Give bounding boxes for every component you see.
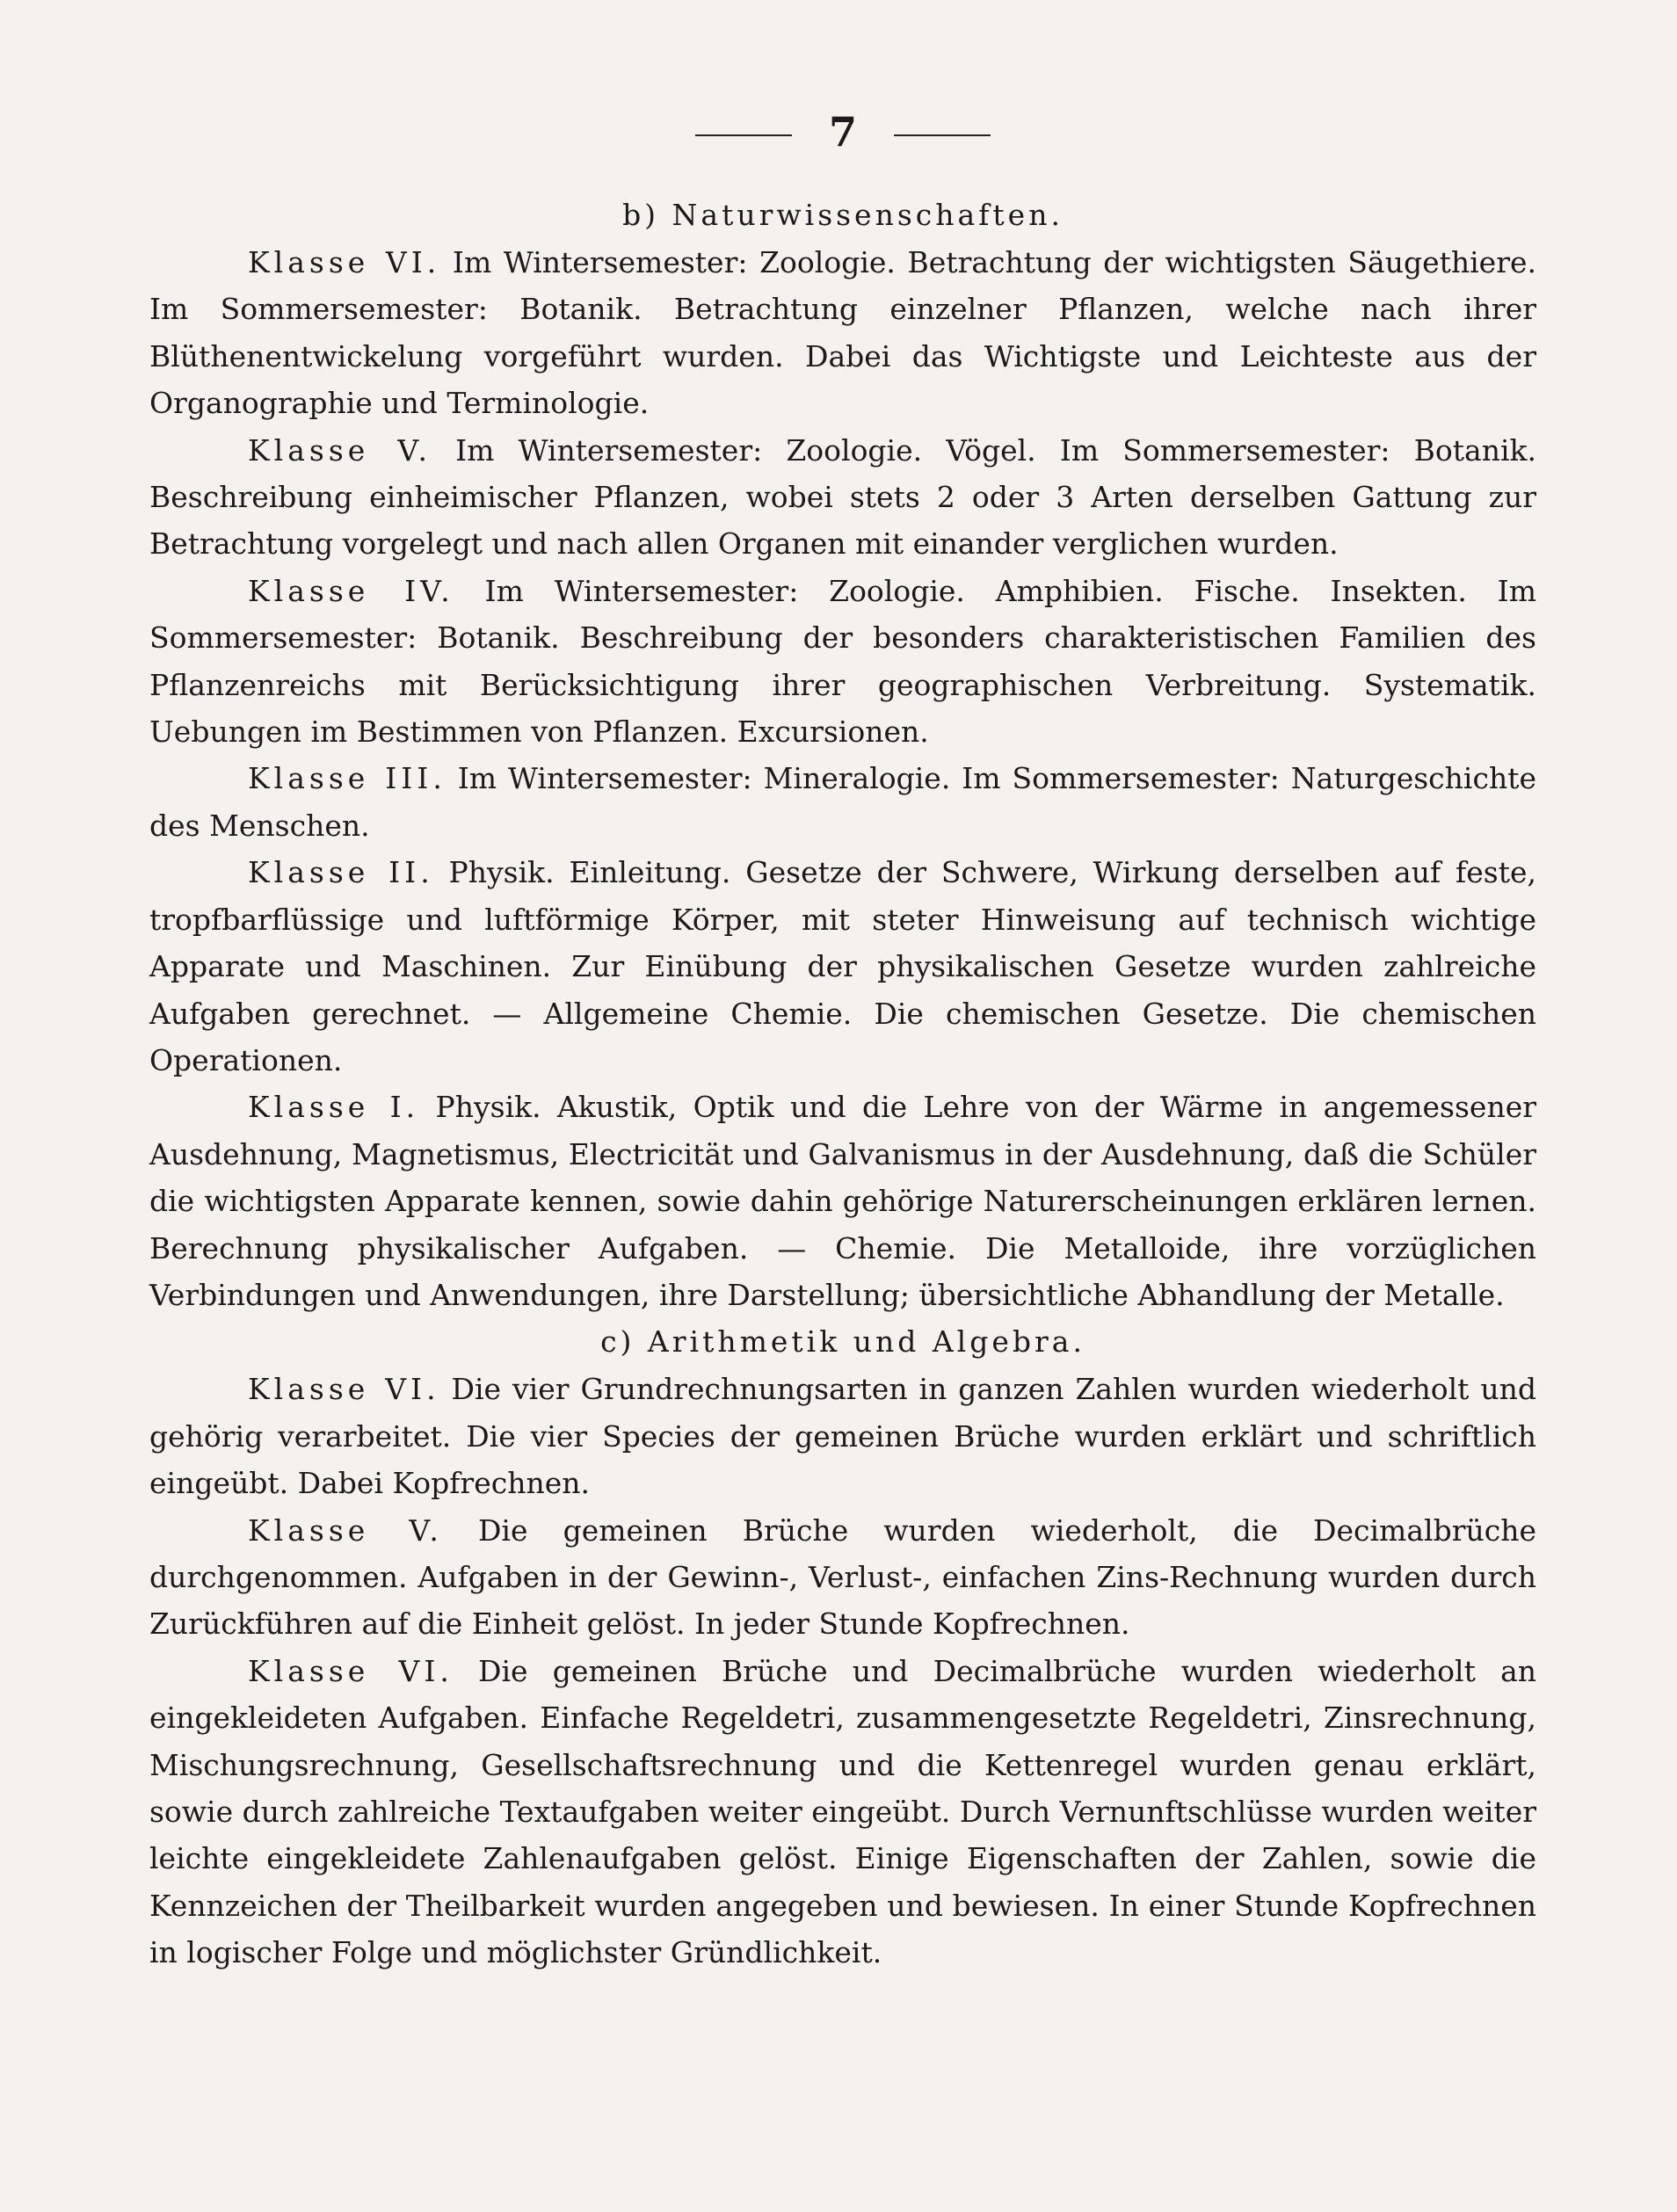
left-rule [695, 134, 792, 136]
paragraph-text: Im Wintersemester: Zoologie. Amphibien. Fische. Insekten. Im Sommersemester: Botanik. Beschreibung der besonders charakteristischen Familien des Pflanzenreichs mit Berücksichtigung ihrer geographischen Verbreitung. Systematik. Uebungen im Bestimmen von Pflanzen. Excursionen. [149, 573, 1536, 750]
paragraph-text: Im Wintersemester: Mineralogie. Im Sommersemester: Naturgeschichte des Menschen. [149, 761, 1536, 843]
page-number: 7 [828, 108, 857, 156]
class-label: Klasse II. [248, 855, 434, 890]
class-label: Klasse IV. [248, 573, 454, 608]
class-label: Klasse VI. [248, 1653, 454, 1688]
paragraph-b-klasse-5 [149, 427, 1536, 568]
paragraph-c-klasse-5 [149, 1507, 1536, 1648]
paragraph-c-klasse-6 [149, 1366, 1536, 1506]
paragraph-text: Die gemeinen Brüche und Decimalbrüche wurden wiederholt an eingekleideten Aufgaben. Einfache Regeldetri, zusammengesetzte Regeldetri, Zinsrechnung, Mischungsrechnung, Gesellschaftsrechnung und die Kettenregel wurden genau erklärt, sowie durch zahlreiche Textaufgaben weiter eingeübt. Durch Vernunftschlüsse wurden weiter leichte eingekleidete Zahlenaufgaben gelöst. Einige Eigenschaften der Zahlen, sowie die Kennzeichen der Theilbarkeit wurden angegeben und bewiesen. In einer Stunde Kopfrechnen in logischer Folge und möglichster Gründlichkeit. [149, 1653, 1536, 1970]
page-number-line [149, 105, 1536, 158]
section-heading-naturwissenschaften: b) Naturwissenschaften. [622, 198, 1064, 232]
paragraph-c-klasse-6b [149, 1648, 1536, 1976]
paragraph-b-klasse-2 [149, 849, 1536, 1084]
paragraph-b-klasse-1 [149, 1084, 1536, 1318]
paragraph-text: Die vier Grundrechnungsarten in ganzen Zahlen wurden wiederholt und gehörig verarbeitet. Die vier Species der gemeinen Brüche wurden erklärt und schriftlich eingeübt. Dabei Kopfrechnen. [149, 1372, 1536, 1501]
paragraph-text: Im Wintersemester: Zoologie. Betrachtung der wichtigsten Säugethiere. Im Sommersemester: Botanik. Betrachtung einzelner Pflanzen, welche nach ihrer Blüthenentwickelung vorgeführt wurden. Dabei das Wichtigste und Leichteste aus der Organographie und Terminologie. [149, 245, 1536, 421]
paragraph-text: Die gemeinen Brüche wurden wiederholt, die Decimalbrüche durchgenommen. Aufgaben in der Gewinn-, Verlust-, einfachen Zins-Rechnung wurden durch Zurückführen auf die Einheit gelöst. In jeder Stunde Kopfrechnen. [149, 1512, 1536, 1642]
class-label: Klasse I. [248, 1090, 420, 1125]
right-rule [894, 134, 991, 136]
section-heading-arithmetik-algebra: c) Arithmetik und Algebra. [600, 1324, 1085, 1360]
class-label: Klasse VI. [248, 245, 441, 279]
class-label: Klasse VI. [248, 1372, 440, 1407]
class-label: Klasse V. [248, 1512, 443, 1548]
paragraph-b-klasse-6 [149, 239, 1536, 427]
class-label: Klasse V. [248, 432, 432, 468]
paragraph-b-klasse-3 [149, 755, 1536, 849]
paragraph-text: Physik. Einleitung. Gesetze der Schwere, Wirkung derselben auf feste, tropfbarflüssige und luftförmige Körper, mit steter Hinweisung auf technisch wichtige Apparate und Maschinen. Zur Einübung der physikalischen Gesetze wurden zahlreiche Aufgaben gerechnet. — Allgemeine Chemie. Die chemischen Gesetze. Die chemischen Operationen. [149, 855, 1536, 1077]
class-label: Klasse III. [248, 761, 446, 796]
paragraph-text: Im Wintersemester: Zoologie. Vögel. Im Sommersemester: Botanik. Beschreibung einheimischer Pflanzen, wobei stets 2 oder 3 Arten derselben Gattung zur Betrachtung vorgelegt und nach allen Organen mit einander verglichen wurden. [149, 432, 1537, 562]
paragraph-text: Physik. Akustik, Optik und die Lehre von der Wärme in angemessener Ausdehnung, Magnetismus, Electricität und Galvanismus in der Ausdehnung, daß die Schüler die wichtigsten Apparate kennen, sowie dahin gehörige Naturerscheinungen erklären lernen. Berechnung physikalischer Aufgaben. — Chemie. Die Metalloide, ihre vorzüglichen Verbindungen und Anwendungen, ihre Darstellung; übersichtliche Abhandlung der Metalle. [149, 1090, 1537, 1312]
paragraph-b-klasse-4 [149, 568, 1536, 756]
